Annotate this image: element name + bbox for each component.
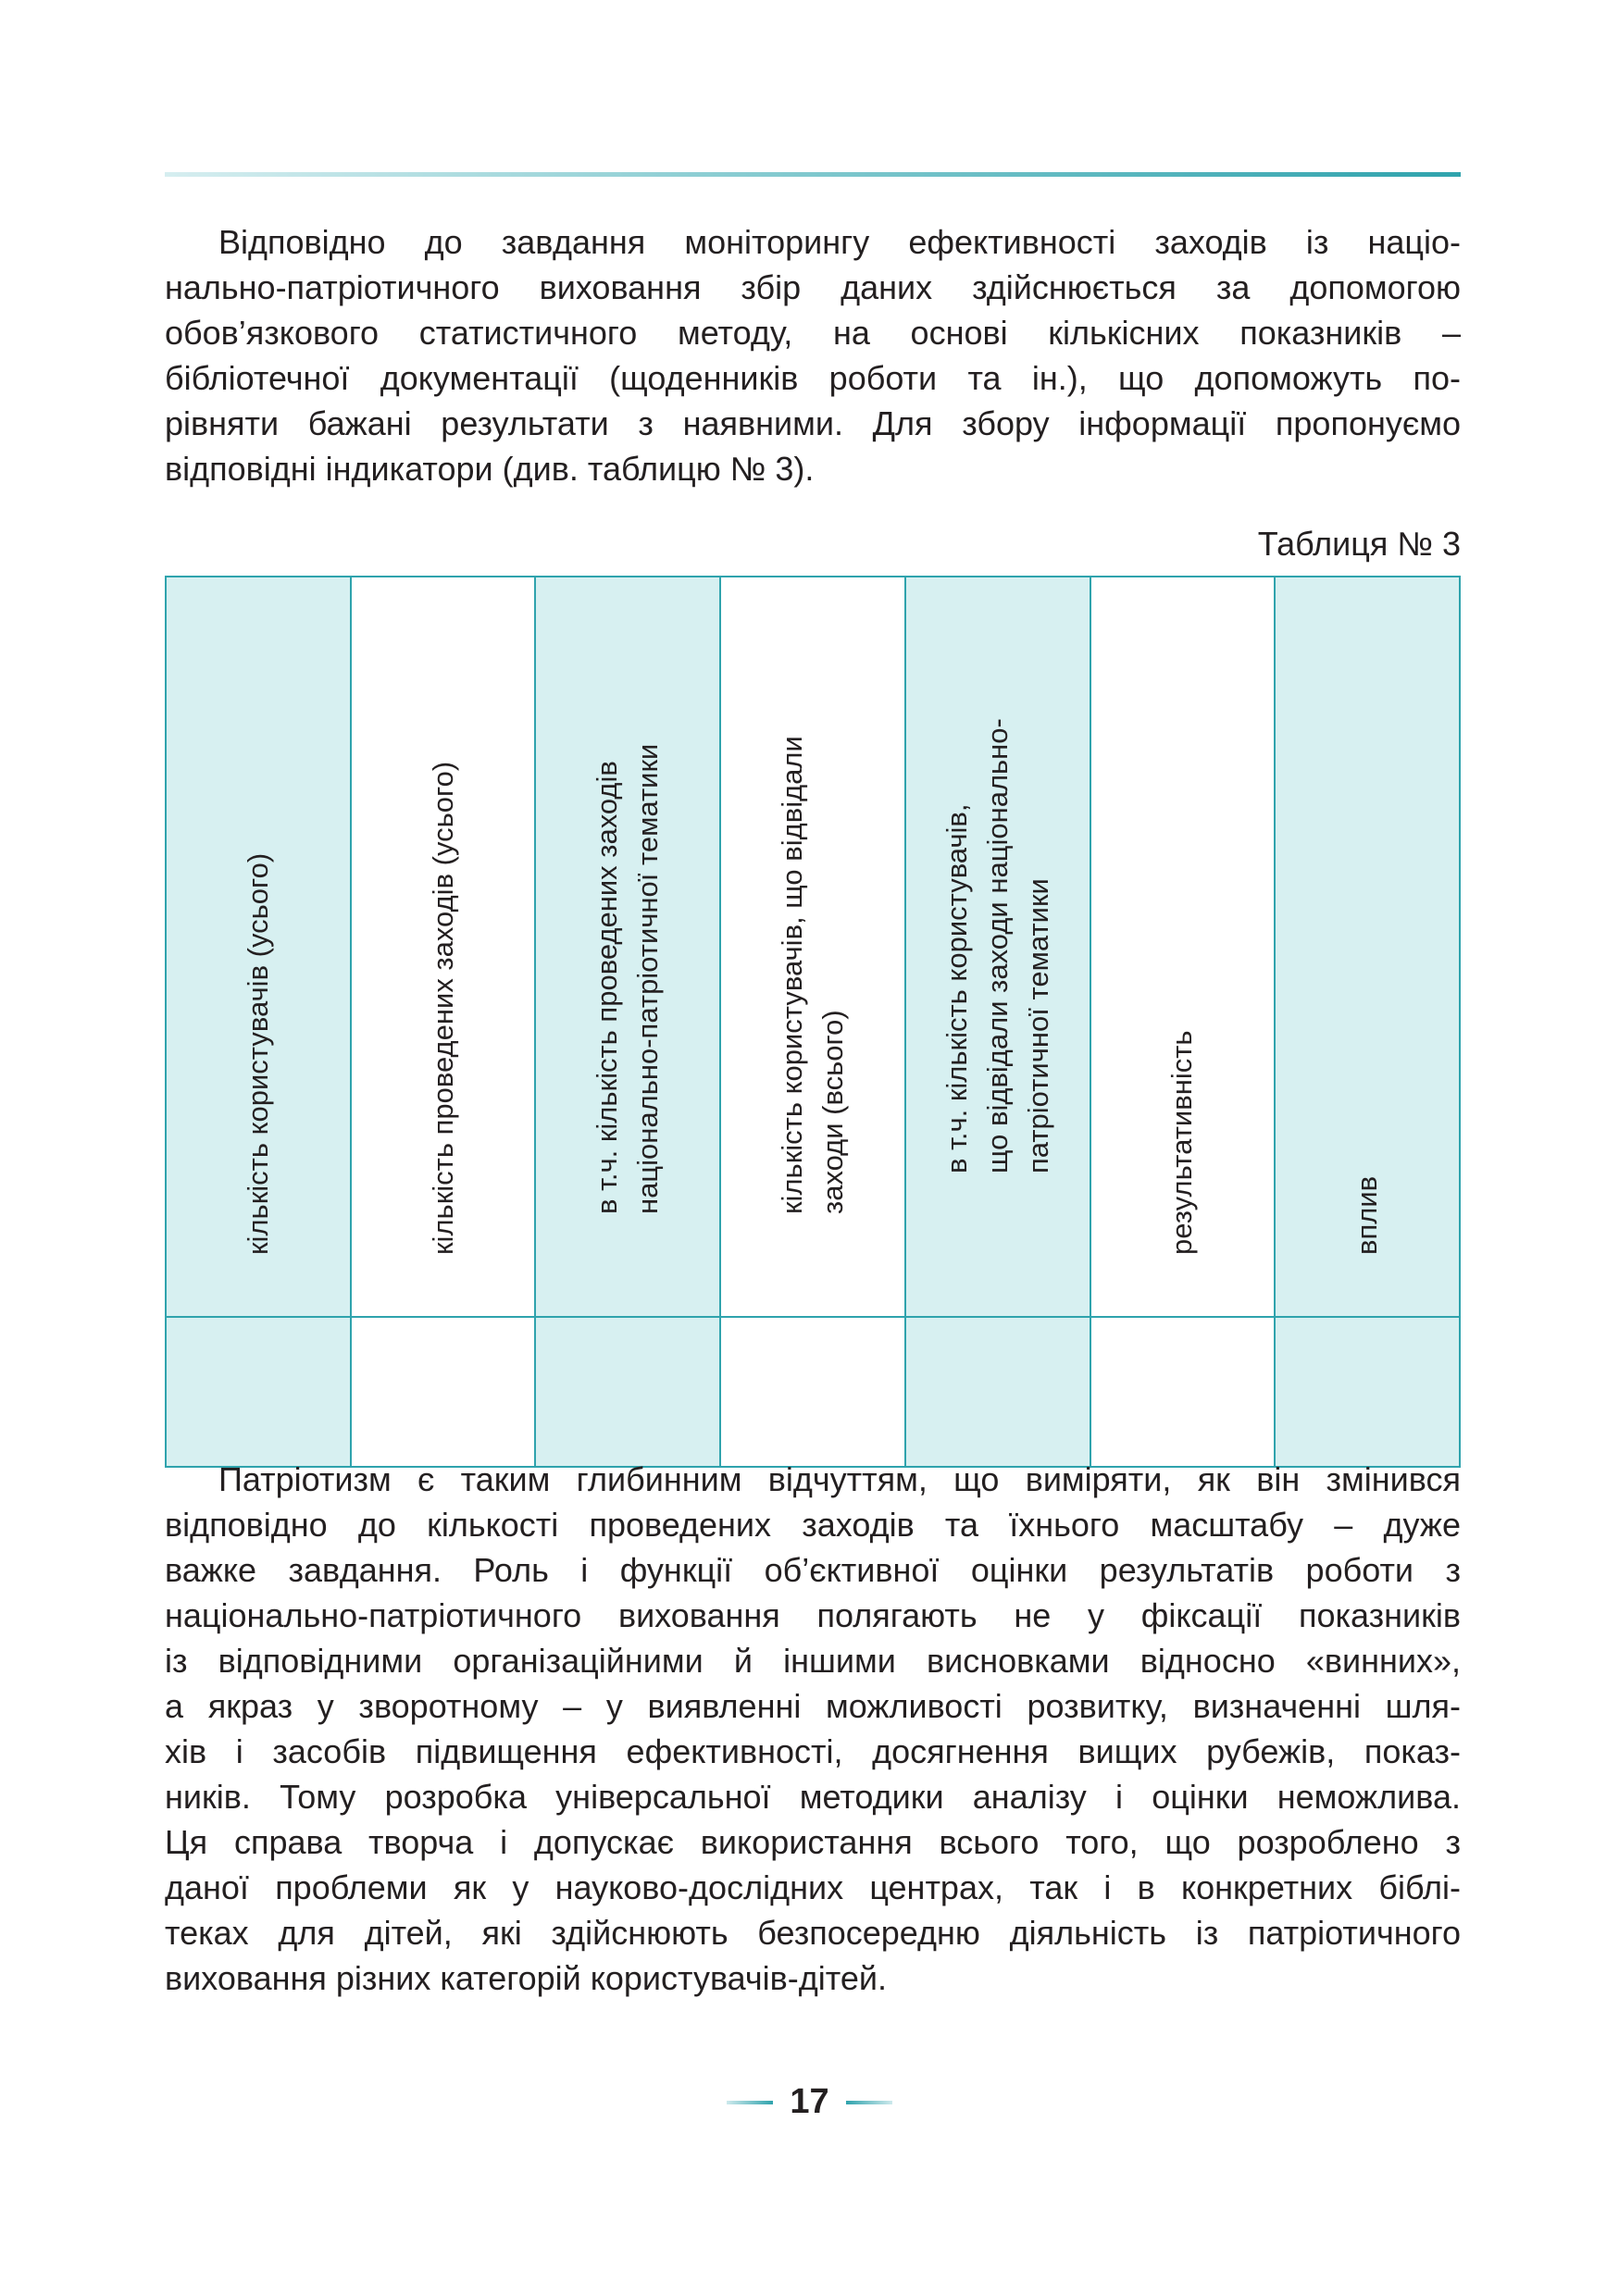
text-line: хів і засобів підвищення ефективності, досягнення вищих рубежів, показ- — [165, 1732, 1461, 1770]
main-paragraph — [165, 1457, 1461, 2001]
text-line: із відповідними організаційними й іншими висновками відносно «винних», — [165, 1642, 1461, 1680]
text-line: Відповідно до завдання моніторингу ефективності заходів із націо- — [218, 223, 1461, 261]
table-cell — [166, 1317, 351, 1467]
table-header-cell — [1275, 577, 1460, 1317]
table-cell — [905, 1317, 1090, 1467]
table-cell — [351, 1317, 536, 1467]
text-line: теках для дітей, які здійснюють безпосередню діяльність із патріотичного — [165, 1914, 1461, 1952]
text-line: відповідно до кількості проведених заходів та їхнього масштабу – дуже — [165, 1506, 1461, 1544]
column-header-patriotic-attendees: в т.ч. кількість користувачів, що відвідали заходи національно- патріотичної тематики — [940, 718, 1054, 1173]
page-number-right-dash — [846, 2101, 892, 2104]
text-line: національно-патріотичного виховання полягають не у фіксації показників — [165, 1596, 1461, 1634]
column-header-users-total: кількість користувачів (усього) — [241, 852, 274, 1255]
text-line: нально-патріотичного виховання збір даних здійснюється за допомогою — [165, 268, 1461, 306]
text-line: важке завдання. Роль і функції об’єктивної оцінки результатів роботи з — [165, 1551, 1461, 1589]
column-header-events-total: кількість проведених заходів (усього) — [426, 761, 459, 1255]
table-row — [166, 1317, 1460, 1467]
text-line: а якраз у зворотному – у виявленні можливості розвитку, визначенні шля- — [165, 1687, 1461, 1725]
table-header-cell — [905, 577, 1090, 1317]
header-rule — [165, 172, 1461, 177]
table-header-cell — [535, 577, 720, 1317]
indicators-table — [165, 576, 1461, 1468]
text-line: виховання різних категорій користувачів-дітей. — [165, 1959, 887, 1997]
page-number-footer — [0, 2082, 1619, 2122]
table-cell — [1275, 1317, 1460, 1467]
column-header-attendees-total: кількість користувачів, що відвідали заходи (всього) — [775, 736, 849, 1214]
text-line: Ця справа творча і допускає використання всього того, що розроблено з — [165, 1823, 1461, 1861]
text-line: рівняти бажані результати з наявними. Для збору інформації пропонуємо — [165, 404, 1461, 442]
text-line: даної проблеми як у науково-дослідних центрах, так і в конкретних біблі- — [165, 1868, 1461, 1906]
column-header-effectiveness: результативність — [1165, 1030, 1199, 1255]
text-line: обов’язкового статистичного методу, на основі кількісних показників – — [165, 314, 1461, 352]
table-header-cell — [1090, 577, 1276, 1317]
table-header-cell — [166, 577, 351, 1317]
text-line: Патріотизм є таким глибинним відчуттям, що виміряти, як він змінився — [218, 1460, 1461, 1498]
table-header-cell — [351, 577, 536, 1317]
text-line: бібліотечної документації (щоденників роботи та ін.), що допоможуть по- — [165, 359, 1461, 397]
table-cell — [535, 1317, 720, 1467]
page-number: 17 — [790, 2082, 829, 2121]
table-caption: Таблиця № 3 — [1257, 525, 1461, 563]
text-line: ників. Тому розробка універсальної методики аналізу і оцінки неможлива. — [165, 1778, 1461, 1816]
intro-paragraph — [165, 219, 1461, 491]
table-cell — [720, 1317, 905, 1467]
page-number-left-dash — [727, 2101, 773, 2104]
table-cell — [1090, 1317, 1276, 1467]
table-header-cell — [720, 577, 905, 1317]
table-header-row — [166, 577, 1460, 1317]
text-line: відповідні індикатори (див. таблицю № 3). — [165, 450, 815, 488]
column-header-patriotic-events: в т.ч. кількість проведених заходів національно-патріотичної тематики — [591, 743, 665, 1214]
column-header-impact: вплив — [1351, 1175, 1384, 1255]
